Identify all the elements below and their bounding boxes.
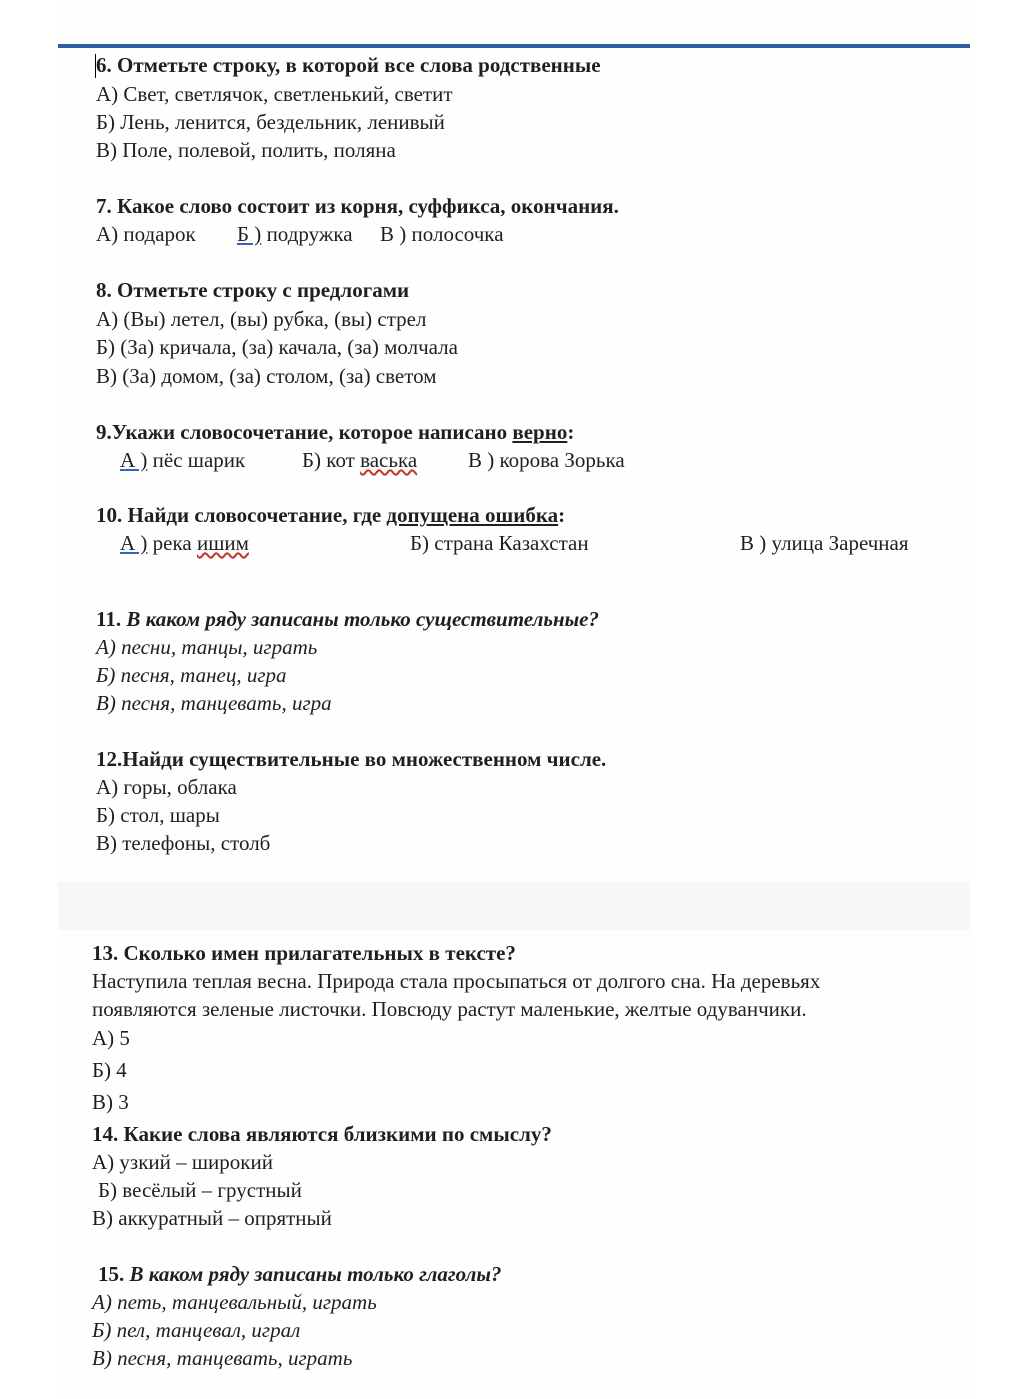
q13-option-c[interactable]: В) 3 [92,1090,129,1114]
q11-title [96,606,599,632]
q11-number: 11. [96,607,127,631]
q15-number: 15. [98,1262,130,1286]
q9-option-b[interactable] [302,447,417,473]
header-rule [58,44,970,48]
q10-title-emphasis: допущена ошибка [386,503,559,527]
q7-option-b-text: подружка [261,222,353,246]
q10-title [96,502,565,528]
q10-option-b[interactable]: Б) страна Казахстан [410,531,589,555]
q11-title-text: В каком ряду записаны только существительные? [126,607,599,631]
q8-option-b[interactable]: Б) (За) кричала, (за) качала, (за) молчала [96,335,458,359]
q6-option-a[interactable]: А) Свет, светлячок, светленький, светит [96,82,453,106]
q15-title [98,1261,501,1287]
q15-option-b[interactable]: Б) пел, танцевал, играл [92,1318,301,1342]
q10-title-text: 10. Найди словосочетание, где [96,503,387,527]
q13-option-b[interactable]: Б) 4 [92,1058,127,1082]
q13-option-a[interactable]: А) 5 [92,1026,130,1050]
page-gap [58,882,970,930]
q8-option-c[interactable]: В) (За) домом, (за) столом, (за) светом [96,364,437,388]
q15-option-c[interactable]: В) песня, танцевать, играть [92,1346,353,1370]
q6-title: 6. Отметьте строку, в которой все слова родственные [96,53,601,77]
q9-title-text: 9.Укажи словосочетание, которое написано [96,420,513,444]
q14-option-a[interactable]: А) узкий – широкий [92,1150,273,1174]
q10-title-colon: : [558,503,566,527]
q9-title [96,419,574,445]
q11-option-a[interactable]: А) песни, танцы, играть [96,635,318,659]
q15-title-text: В каком ряду записаны только глаголы? [129,1262,502,1286]
q15-option-a[interactable]: А) петь, танцевальный, играть [92,1290,377,1314]
q8-title: 8. Отметьте строку с предлогами [96,278,410,302]
q14-title: 14. Какие слова являются близкими по смыслу? [92,1122,552,1146]
q14-option-c[interactable]: В) аккуратный – опрятный [92,1206,332,1230]
q9-title-colon: : [567,420,575,444]
q12-option-c[interactable]: В) телефоны, столб [96,831,271,855]
q6-option-c[interactable]: В) Поле, полевой, полить, поляна [96,138,396,162]
q9-option-b-spellcheck-word: васька [360,448,418,472]
q12-title: 12.Найди существительные во множественном числе. [96,747,607,771]
q10-option-a-letter: А ) [120,531,148,555]
q7-option-c[interactable]: В ) полосочка [380,222,504,246]
q11-option-c[interactable]: В) песня, танцевать, игра [96,691,332,715]
q7-option-b[interactable] [237,221,353,247]
q13-title: 13. Сколько имен прилагательных в тексте? [92,941,516,965]
q9-option-a[interactable] [120,447,245,473]
q10-option-c[interactable]: В ) улица Заречная [740,531,909,555]
q7-option-b-letter: Б ) [237,222,262,246]
q9-option-a-text: пёс шарик [147,448,246,472]
q7-option-a[interactable]: А) подарок [96,222,196,246]
q7-title: 7. Какое слово состоит из корня, суффикса, окончания. [96,194,619,218]
q12-option-b[interactable]: Б) стол, шары [96,803,220,827]
q11-option-b[interactable]: Б) песня, танец, игра [96,663,287,687]
q10-option-a-text: река [147,531,197,555]
q14-option-b[interactable]: Б) весёлый – грустный [98,1178,302,1202]
q9-option-b-text: Б) кот [302,448,361,472]
q13-text-line-1: Наступила теплая весна. Природа стала просыпаться от долгого сна. На деревьях [92,969,821,993]
q13-text-line-2: появляются зеленые листочки. Повсюду растут маленькие, желтые одуванчики. [92,997,807,1021]
q8-option-a[interactable]: А) (Вы) летел, (вы) рубка, (вы) стрел [96,307,427,331]
q10-option-a-spellcheck-word: ишим [196,531,249,555]
q12-option-a[interactable]: А) горы, облака [96,775,237,799]
q9-option-c[interactable]: В ) корова Зорька [468,448,625,472]
q10-option-a[interactable] [120,530,249,556]
q9-title-emphasis: верно [512,420,568,444]
q6-option-b[interactable]: Б) Лень, ленится, бездельник, ленивый [96,110,445,134]
q9-option-a-letter: А ) [120,448,148,472]
